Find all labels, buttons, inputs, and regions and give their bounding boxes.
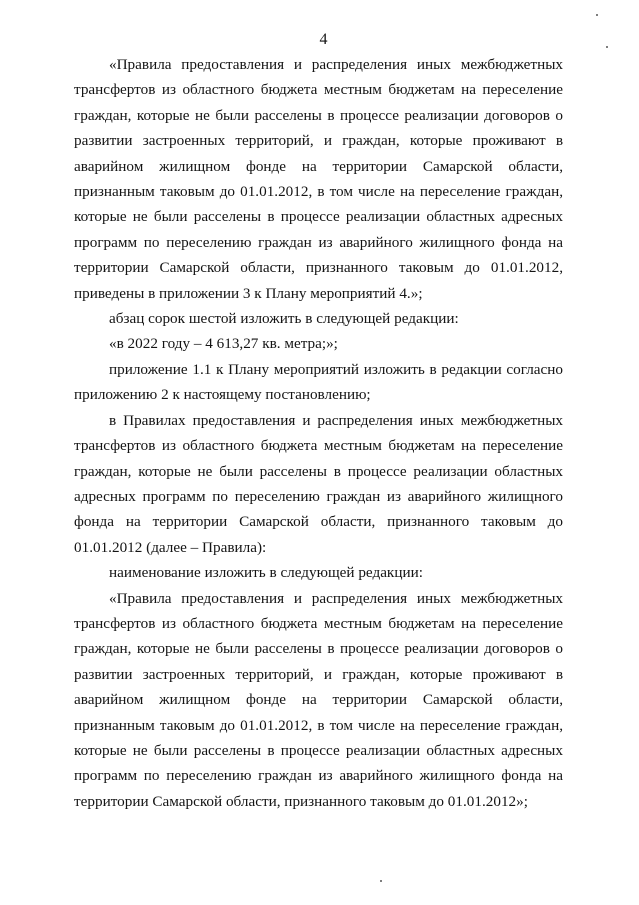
paragraph-rules-intro: в Правилах предоставления и распределения иных межбюджетных трансфертов из областного бюджета местным бюджетам на переселение граждан, которые не были расселены в процессе реализации областных адресных программ по переселению граждан из аварийного жилищного фонда на территории Самарской области, признанного таковым до 01.01.2012 (далее – Правила): [74,411,563,556]
page-number: 4 [319,31,328,48]
paragraph-rules-title-quote: «Правила предоставления и распределения иных межбюджетных трансфертов из областного бюджета местным бюджетам на переселение граждан, которые не были расселены в процессе реализации договоров о развитии застроенных территорий, и граждан, которые проживают в аварийном жилищном фонде на территории Самарской области, признанным таковым до 01.01.2012, в том числе на переселение граждан, которые не были расселены в процессе реализации областных адресных программ по переселению граждан из аварийного жилищного фонда на территории Самарской области, признанного таковым до 01.01.2012, приведены в приложении 3 к Плану мероприятий 4.»; [74,56,563,302]
scan-speck [380,880,382,882]
paragraph-appendix-1-1: приложение 1.1 к Плану мероприятий изложить в редакции согласно приложению 2 к настоящему постановлению; [74,360,563,404]
scan-speck [606,46,608,48]
paragraph-2022-area: «в 2022 году – 4 613,27 кв. метра;»; [109,335,338,353]
scan-speck [596,14,598,16]
paragraph-rules-new-title: «Правила предоставления и распределения иных межбюджетных трансфертов из областного бюджета местным бюджетам на переселение граждан, которые не были расселены в процессе реализации договоров о развитии застроенных территорий, и граждан, которые проживают в аварийном жилищном фонде на территории Самарской области, признанным таковым до 01.01.2012, в том числе на переселение граждан, которые не были расселены в процессе реализации областных адресных программ по переселению граждан из аварийного жилищного фонда на территории Самарской области, признанного таковым до 01.01.2012»; [74,589,563,810]
paragraph-abzac-46: абзац сорок шестой изложить в следующей редакции: [109,310,459,328]
paragraph-naming: наименование изложить в следующей редакции: [109,564,423,582]
